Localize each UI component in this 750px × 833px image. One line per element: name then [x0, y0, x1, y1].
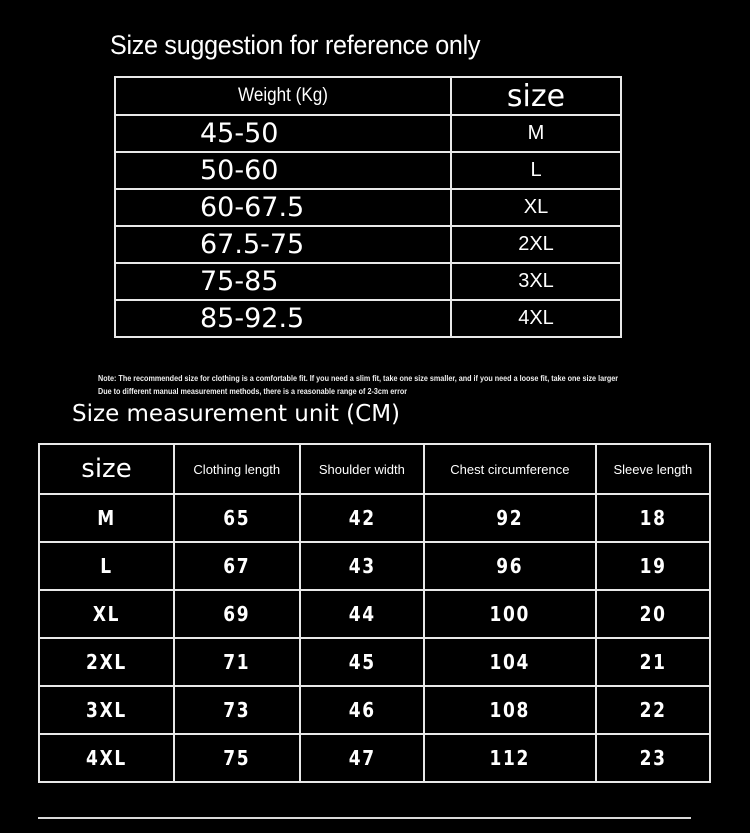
weight-cell: 75-85: [115, 263, 451, 300]
weight-cell: 85-92.5: [115, 300, 451, 337]
shoulder-width-cell: 43: [348, 554, 376, 578]
table-row: [39, 590, 710, 638]
sleeve-length-cell: 19: [639, 554, 667, 578]
shoulder-width-cell: 45: [348, 650, 376, 674]
table-row: [115, 300, 621, 337]
clothing-length-cell: 69: [223, 602, 251, 626]
sleeve-length-cell: 22: [639, 698, 667, 722]
chest-circumference-header: Chest circumference: [424, 444, 596, 494]
sleeve-length-cell: 18: [639, 506, 667, 530]
weight-header: Weight (Kg): [238, 85, 328, 106]
measurement-title: Size measurement unit (CM): [72, 401, 401, 427]
size-header: size: [451, 77, 621, 115]
table-row: [39, 494, 710, 542]
table-row: [115, 226, 621, 263]
clothing-length-cell: 75: [223, 746, 251, 770]
fit-note: Note: The recommended size for clothing is a comfortable fit. If you need a slim fit, take one size smaller, and if you need a loose fit, take one size larger: [98, 374, 619, 383]
size-cell: 3XL: [451, 263, 621, 300]
size-cell: M: [451, 115, 621, 152]
chest-circumference-cell: 96: [496, 554, 524, 578]
size-cell: 4XL: [451, 300, 621, 337]
chest-circumference-cell: 108: [489, 698, 531, 722]
shoulder-width-header: Shoulder width: [300, 444, 425, 494]
size-cell: XL: [92, 602, 121, 626]
table-row: [39, 542, 710, 590]
size-cell: 2XL: [86, 650, 127, 674]
clothing-length-cell: 67: [223, 554, 251, 578]
sleeve-length-cell: 21: [639, 650, 667, 674]
sleeve-length-cell: 20: [639, 602, 667, 626]
size-suggestion-table: [114, 76, 622, 338]
weight-cell: 45-50: [115, 115, 451, 152]
size-cell: 2XL: [451, 226, 621, 263]
table-row: [115, 189, 621, 226]
size-cell: XL: [451, 189, 621, 226]
clothing-length-cell: 65: [223, 506, 251, 530]
table-row: [115, 115, 621, 152]
size-header: size: [39, 444, 174, 494]
table-row: [115, 263, 621, 300]
table-header-row: [115, 77, 621, 115]
chest-circumference-cell: 92: [496, 506, 524, 530]
shoulder-width-cell: 46: [348, 698, 376, 722]
chest-circumference-cell: 112: [489, 746, 531, 770]
sleeve-length-header: Sleeve length: [596, 444, 710, 494]
clothing-length-header: Clothing length: [174, 444, 300, 494]
clothing-length-cell: 71: [223, 650, 251, 674]
error-note: Due to different manual measurement methods, there is a reasonable range of 2-3cm error: [98, 387, 408, 396]
size-cell: 3XL: [86, 698, 127, 722]
table-row: [115, 152, 621, 189]
size-cell: M: [97, 506, 116, 530]
size-cell: 4XL: [86, 746, 127, 770]
chest-circumference-cell: 100: [489, 602, 531, 626]
chest-circumference-cell: 104: [489, 650, 531, 674]
shoulder-width-cell: 47: [348, 746, 376, 770]
clothing-length-cell: 73: [223, 698, 251, 722]
size-cell: L: [100, 554, 113, 578]
size-measurement-table: [38, 443, 711, 783]
size-cell: L: [451, 152, 621, 189]
weight-cell: 67.5-75: [115, 226, 451, 263]
size-suggestion-title: Size suggestion for reference only: [110, 30, 481, 60]
sleeve-length-cell: 23: [639, 746, 667, 770]
table-header-row: [39, 444, 710, 494]
table-row: [39, 686, 710, 734]
table-row: [39, 734, 710, 782]
table-row: [39, 638, 710, 686]
weight-cell: 50-60: [115, 152, 451, 189]
shoulder-width-cell: 44: [348, 602, 376, 626]
bottom-divider: [38, 817, 691, 819]
shoulder-width-cell: 42: [348, 506, 376, 530]
weight-cell: 60-67.5: [115, 189, 451, 226]
